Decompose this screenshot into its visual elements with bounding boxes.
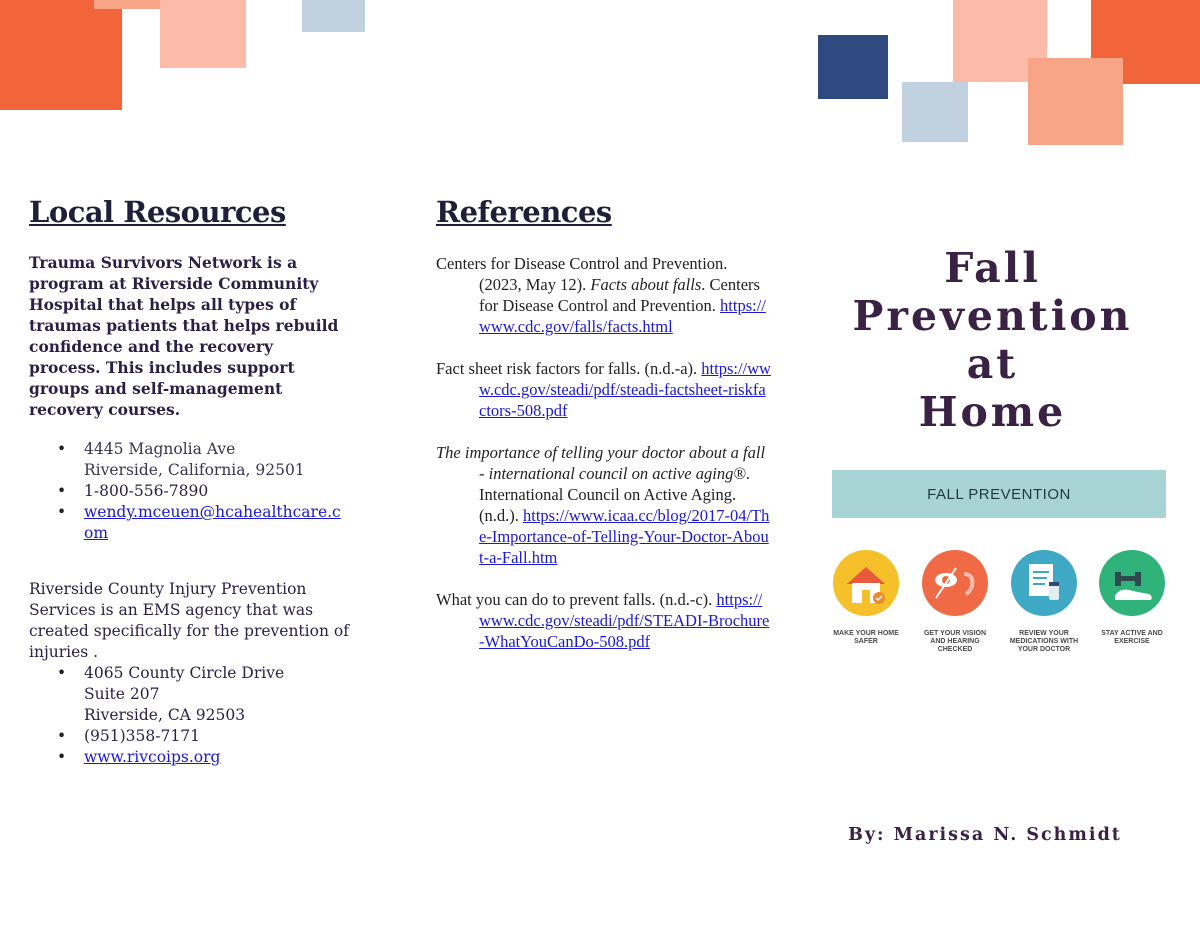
decor-square — [160, 0, 246, 68]
references-heading: References — [436, 195, 612, 229]
reference-item: What you can do to prevent falls. (n.d.-c). https://www.cdc.gov/steadi/pdf/STEADI-Brochure-WhatYouCanDo-508.pdf — [436, 590, 770, 651]
infographic-banner: FALL PREVENTION — [832, 470, 1166, 518]
rcips-web-item — [84, 747, 349, 768]
decor-square — [1028, 58, 1123, 145]
decor-square — [302, 0, 365, 32]
rcips-contact-list — [29, 663, 349, 768]
tsn-email-link[interactable]: wendy.mceuen@hcahealthcare.com — [84, 503, 341, 542]
reference-item: Centers for Disease Control and Prevention. (2023, May 12). Facts about falls. Centers for Disease Control and Prevention. https://www.cdc.gov/falls/facts.html — [436, 254, 766, 336]
reference-item: The importance of telling your doctor about a fall - international council on active aging®. International Council on Active Aging. (n.d.). https://www.icaa.cc/blog/2017-04/The-Importance-of-Telling-Your-Doctor-About-a-Fall.htm — [436, 443, 770, 567]
decor-square — [902, 82, 968, 142]
house-icon — [833, 550, 899, 616]
infographic-caption: REVIEW YOUR MEDICATIONS WITH YOUR DOCTOR — [1009, 630, 1079, 653]
local-resources-heading: Local Resources — [29, 195, 286, 229]
tsn-email-item — [84, 502, 349, 544]
reference-item: Fact sheet risk factors for falls. (n.d.-a). https://www.cdc.gov/steadi/pdf/steadi-factsheet-riskfactors-508.pdf — [436, 359, 771, 420]
shoe-dumbbell-icon — [1099, 550, 1165, 616]
rcips-web-link[interactable]: www.rivcoips.org — [84, 748, 221, 766]
tsn-phone: • 1-800-556-7890 — [84, 481, 349, 502]
brochure-title: Fall Prevention at Home — [852, 244, 1133, 436]
author-byline: By: Marissa N. Schmidt — [848, 825, 1122, 845]
reference-link[interactable]: https://www.cdc.gov/falls/facts.html — [479, 296, 766, 336]
eye-ear-icon — [922, 550, 988, 616]
tsn-contact-list — [29, 439, 349, 544]
rcips-description: Riverside County Injury Prevention Services is an EMS agency that was created specifically for the prevention of injuries . — [29, 580, 349, 661]
infographic-caption: MAKE YOUR HOME SAFER — [833, 630, 899, 645]
medication-icon — [1011, 550, 1077, 616]
rcips-phone: • (951)358-7171 — [84, 726, 349, 747]
infographic-caption: STAY ACTIVE AND EXERCISE — [1101, 630, 1163, 645]
reference-link[interactable]: https://www.cdc.gov/steadi/pdf/steadi-factsheet-riskfactors-508.pdf — [479, 359, 771, 420]
rcips-address: • 4065 County Circle Drive Suite 207 Riverside, CA 92503 — [84, 663, 349, 726]
references-list — [436, 253, 771, 673]
infographic-caption: GET YOUR VISION AND HEARING CHECKED — [923, 630, 987, 653]
decor-square — [818, 35, 888, 99]
reference-link[interactable]: https://www.cdc.gov/steadi/pdf/STEADI-Brochure-WhatYouCanDo-508.pdf — [479, 590, 770, 651]
local-resources-section — [29, 252, 349, 768]
tsn-description: Trauma Survivors Network is a program at Riverside Community Hospital that helps all types of traumas patients that helps rebuild confidence and the recovery process. This includes support groups and self-management recovery courses. — [29, 253, 339, 419]
reference-link[interactable]: https://www.icaa.cc/blog/2017-04/The-Importance-of-Telling-Your-Doctor-About-a-Fall.htm — [479, 506, 770, 567]
decor-square — [0, 0, 122, 110]
tsn-address: • 4445 Magnolia Ave Riverside, California, 92501 — [84, 439, 349, 481]
